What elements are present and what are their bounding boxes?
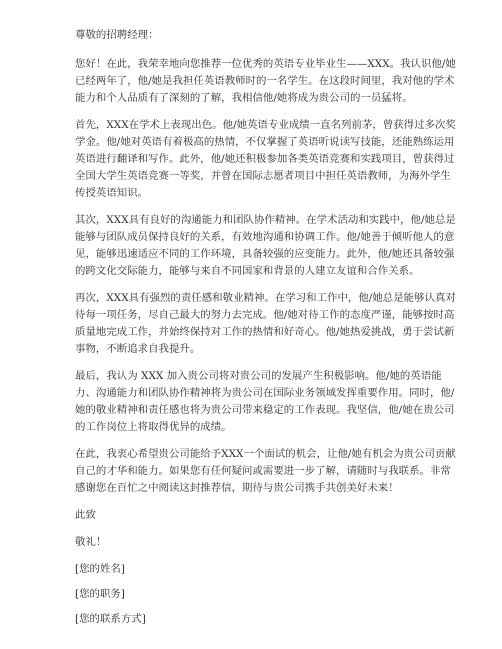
- signature-contact: [您的联系方式]: [75, 613, 146, 625]
- letter-paragraph-conclusion: 最后，我认为 XXX 加入贵公司将对贵公司的发展产生积极影响。他/她的英语能力、沟通能力和团队协作精神将为贵公司在国际业务领域发挥重要作用。同时，他/她的敬业精神和责任感也将为贵公司带来稳定的工作表现。我坚信，他/她在贵公司的工作岗位上将取得优异的成绩。: [75, 370, 455, 433]
- letter-paragraph-communication: 其次，XXX具有良好的沟通能力和团队协作精神。在学术活动和实践中，他/她总是能够与团队成员保持良好的关系，有效地沟通和协调工作。他/她善于倾听他人的意见，能够迅速适应不同的工作环境，具备较强的应变能力。此外，他/她还具备较强的跨文化交际能力，能够与来自不同国家和背景的人建立友谊和合作关系。: [75, 214, 456, 277]
- letter-paragraph-intro: 您好！在此，我荣幸地向您推荐一位优秀的英语专业毕业生——XXX。我认识他/她已经两年了，他/她是我担任英语教师时的一名学生。在这段时间里，我对他的学术能力和个人品质有了深刻的了解，我相信他/她将成为贵公司的一员猛将。: [75, 58, 456, 104]
- letter-paragraph-academic: 首先，XXX在学术上表现出色。他/她英语专业成绩一直名列前茅，曾获得过多次奖学金。他/她对英语有着极高的热情，不仅掌握了英语听说读写技能，还能熟练运用英语进行翻译和写作。此外，他/她还积极参加各类英语竞赛和实践项目，曾获得过全国大学生英语竞赛一等奖，并曾在国际志愿者项目中担任英语教师，为海外学生传授英语知识。: [75, 119, 456, 199]
- signature-title: [您的职务]: [75, 588, 125, 600]
- letter-paragraph-responsibility: 再次，XXX具有强烈的责任感和敬业精神。在学习和工作中，他/她总是能够认真对待每一项任务，尽自己最大的努力去完成。他/她对待工作的态度严谨，能够按时高质量地完成工作，并始终保持对工作的热情和好奇心。他/她热爱挑战，勇于尝试新事物，不断追求自我提升。: [75, 292, 456, 355]
- letter-greeting: 尊敬的招聘经理：: [75, 29, 159, 41]
- letter-closing: 此致: [75, 509, 96, 521]
- letter-salutation: 敬礼！: [75, 536, 107, 548]
- letter-paragraph-request: 在此，我衷心希望贵公司能给予XXX一个面试的机会，让他/她有机会为贵公司贡献自己的才华和能力。如果您有任何疑问或需要进一步了解，请随时与我联系。非常感谢您在百忙之中阅读这封推荐信，期待与贵公司携手共创美好未来！: [75, 448, 456, 494]
- signature-name: [您的姓名]: [75, 563, 125, 575]
